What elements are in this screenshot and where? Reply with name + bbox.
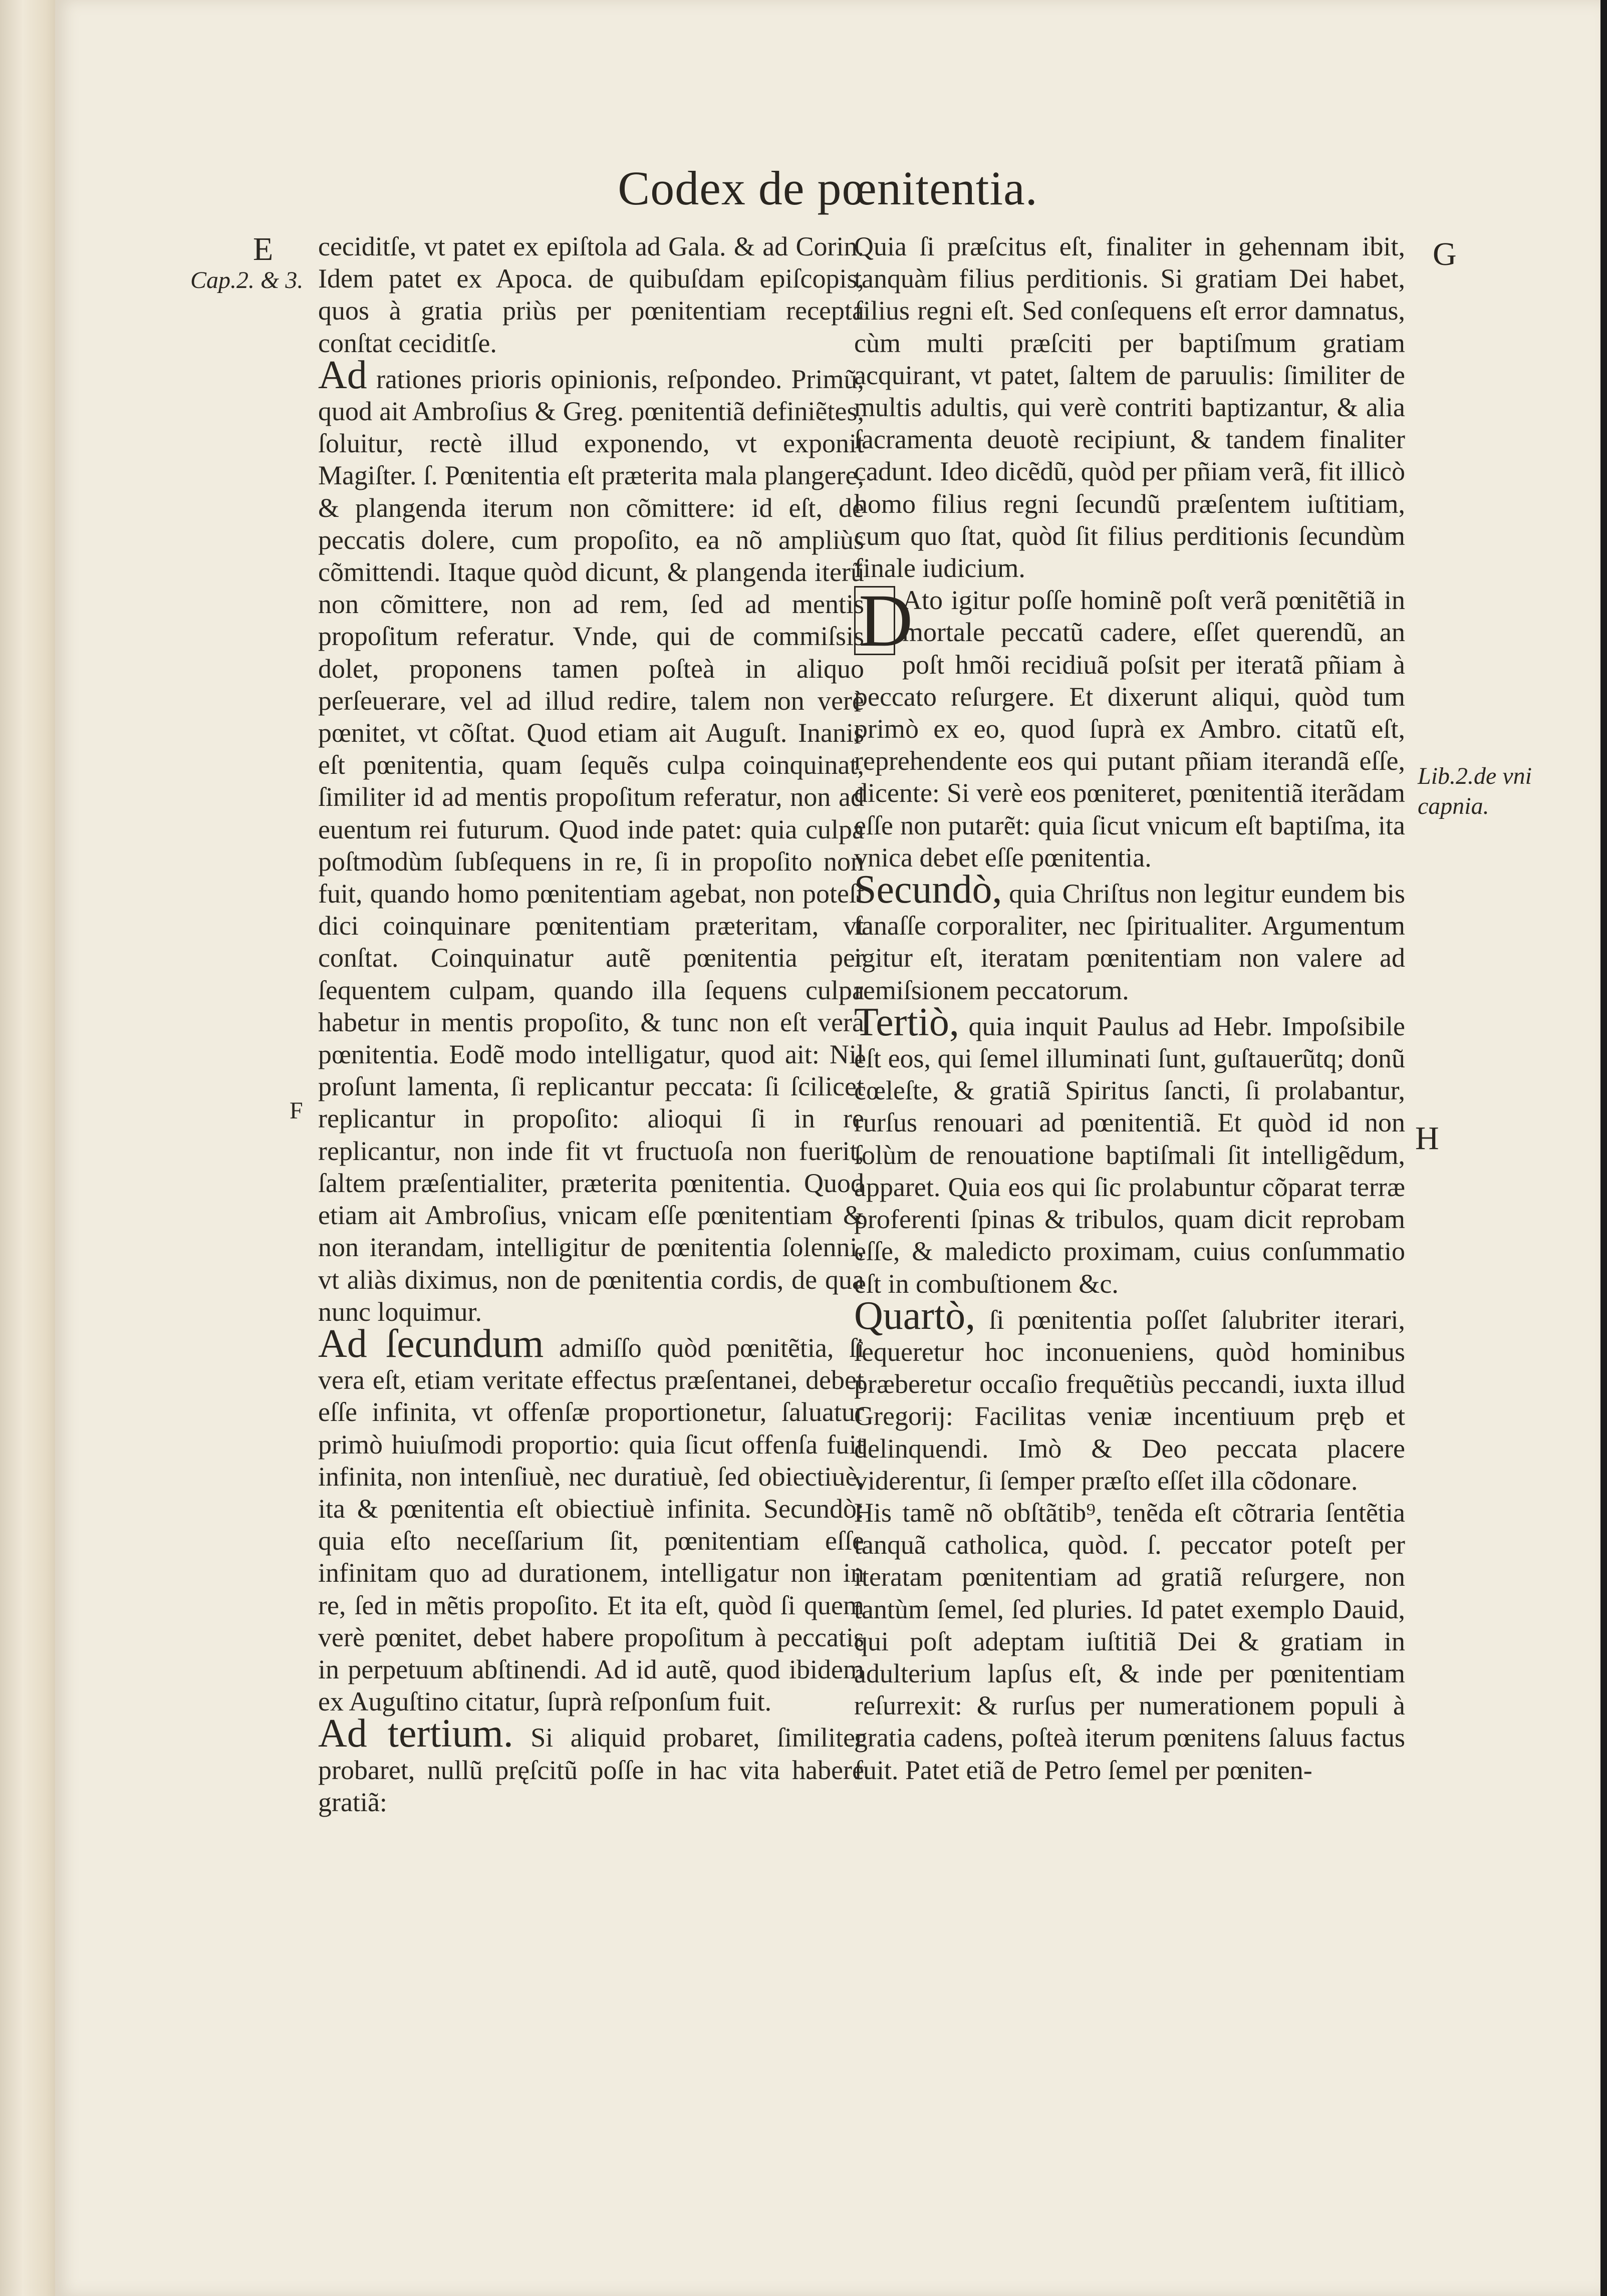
drop-cap: D [854, 586, 895, 655]
right-paragraph-2: D Ato igitur poſſe hominẽ poſt verã pœnitẽtiã in mortale peccatũ cadere, eſſet querendũ, an poſt hmõi recidiuã poſsit per iteratã pñiam à peccato reſurgere. Et dixerunt aliqui, quòd tum primò ex eo, quod ſuprà ex Ambro. citatũ eſt, reprehendente eos qui putant pñiam iterandã eſſe, dicente: Si verè eos pœniteret, pœnitentiã iterãdam eſſe non putarẽt: quia ſicut vnicum eſt baptiſma, ita vnica debet eſſe pœnitentia. [854, 579, 1405, 873]
margin-letter-g: G [1433, 236, 1457, 272]
right-column [854, 230, 1405, 1786]
left-paragraph-2-lead: Ad [318, 353, 367, 397]
right-paragraph-5-lead: Quartò, [854, 1293, 976, 1338]
book-page [55, 0, 1600, 2296]
right-paragraph-5: Quartò, ſi pœnitentia poſſet ſalubriter iterari, ſequeretur hoc inconueniens, quòd hominibus præberetur occaſio frequẽtiùs peccandi, iuxta illud Gregorij: Facilitas veniæ incentiuum pręb et delinquendi. Imò & Deo peccata placere viderentur, ſi ſemper præſto eſſet illa cõdonare. [854, 1293, 1406, 1496]
right-paragraph-3: Secundò, quia Chriſtus non legitur eundem bis ſanaſſe corporaliter, nec ſpiritualiter. Argumentum igitur eſt, iteratam pœnitentiam non valere ad remiſsionem peccatorum. [854, 868, 1405, 1005]
right-paragraph-3-lead: Secundò, [854, 868, 1002, 912]
right-paragraph-1: Quia ſi præſcitus eſt, finaliter in gehennam ibit, tanquàm filius perditionis. Si gratiam Dei habet, filius regni eſt. Sed conſequens eſt error damnatus, cùm multi præſciti per baptiſmum gratiam acquirant, vt patet, ſaltem de paruulis: ſimiliter de multis adultis, qui verè contriti baptizantur, & alia ſacramenta deuotè recipiunt, & tandem finaliter cadunt. Ideo dicẽdũ, quòd per pñiam verã, fit illicò homo filius regni ſecundũ præſentem iuſtitiam, cum quo ſtat, quòd ſit filius perditionis ſecundùm finale iudicium. [854, 231, 1405, 584]
right-paragraph-6: His tamẽ nõ obſtãtib⁹, tenẽda eſt cõtraria ſentẽtia tanquã catholica, quòd. ſ. peccator poteſt per iteratam pœnitentiam ad gratiã reſurgere, non tantùm ſemel, ſed pluries. Id patet exemplo Dauid, qui poſt adeptam iuſtitiã Dei & gratiam in adulterium lapſus eſt, & inde per pœnitentiam reſurrexit: & rurſus per numerationem populi à gratia cadens, poſteà iterum pœnitens ſaluus factus fuit. Patet etiã de Petro ſemel per pœniten- [854, 1497, 1405, 1785]
margin-note-cap: Cap.2. & 3. [190, 267, 304, 294]
left-paragraph-1: ceciditſe, vt patet ex epiſtola ad Gala. & ad Corin. Idem patet ex Apoca. de quibuſdam epiſcopis, quos à gratia priùs per pœnitentiam recepta conſtat ceciditſe. [318, 231, 864, 358]
left-paragraph-2: Ad rationes prioris opinionis, reſpondeo. Primũ, quod ait Ambroſius & Greg. pœnitentiã definiẽtes, ſoluitur, rectè illud exponendo, vt exponit Magiſter. ſ. Pœnitentia eſt præterita mala plangere, & plangenda iterum non cõmittere: id eſt, de peccatis dolere, cum propoſito, ea nõ ampliùs cõmittendi. Itaque quòd dicunt, & plangenda iterũ non cõmittere, non ad rem, ſed ad mentis propoſitum referatur. Vnde, qui de commiſsis dolet, proponens tamen poſteà in aliquo perſeuerare, vel ad illud redire, talem non verè pœnitet, vt cõſtat. Quod etiam ait Auguſt. Inanis eſt pœnitentia, quam ſequẽs culpa coinquinat, ſimiliter id ad mentis propoſitum referatur, non ad euentum rei futurum. Quod inde patet: quia culpa poſtmodùm ſubſequens in re, ſi in propoſito non fuit, quando homo pœnitentiam agebat, non poteſt dici coinquinare pœnitentiam præteritam, vt conſtat. Coinquinatur autẽ pœnitentia per ſequentem culpam, quando illa ſequens culpa habetur in mentis propoſito, & tunc non eſt vera pœnitentia. Eodẽ modo intelligatur, quod ait: Nil proſunt lamenta, ſi replicantur peccata: ſi ſcilicet replicantur in propoſito: alioqui ſi in re replicantur, non inde fit vt fructuoſa non fuerit, ſaltem præſentialiter, præterita pœnitentia. Quod etiam ait Ambroſius, vnicam eſſe pœnitentiam & non iterandam, intelligitur de pœnitentia ſolenni, vt aliàs diximus, non de pœnitentia cordis, de qua nunc loquimur. [318, 353, 865, 1327]
left-paragraph-4: Ad tertium. Si aliquid probaret, ſimiliter probaret, nullũ pręſcitũ poſſe in hac vita habere gratiã: [318, 1711, 865, 1817]
margin-note-lib: Lib.2.de vni capnia. [1418, 763, 1532, 819]
left-paragraph-3: Ad ſecundum admiſſo quòd pœnitẽtia, ſi vera eſt, etiam veritate effectus præſentanei, debet eſſe infinita, vt offenſæ proportionetur, ſaluatur primò huiuſmodi proportio: quia ſicut offenſa fuit infinita, non intenſiuè, nec duratiuè, ſed obiectiuè, ita & pœnitentia eſt obiectiuè infinita. Secundò: quia eſto neceſſarium ſit, pœnitentiam eſſe infinitam quo ad durationem, intelligatur non in re, ſed in mẽtis propoſito. Et ita eſt, quòd ſi quem verè pœnitet, debet habere propoſitum à peccatis in perpetuum abſtinendi. Ad id autẽ, quod ibidem ex Auguſtino citatur, ſuprà reſponſum fuit. [318, 1321, 864, 1717]
left-column [318, 230, 864, 1818]
left-paragraph-4-lead: Ad tertium. [318, 1711, 513, 1756]
right-paragraph-4: Tertiò, quia inquit Paulus ad Hebr. Impoſsibile eſt eos, qui ſemel illuminati ſunt, guſtauerũtq; donũ cœleſte, & gratiã Spiritus ſancti, ſi prolabantur, rurſus renouari ad pœnitentiã. Et quòd id non ſolùm de renouatione baptiſmali ſit intelligẽdum, apparet. Quia eos qui ſic prolabuntur cõparat terræ proferenti ſpinas & tribulos, quam dicit reprobam eſſe, & maledicto proximam, cuius conſummatio eſt in combuſtionem &c. [854, 1000, 1406, 1299]
margin-letter-e: E [253, 231, 274, 267]
left-paragraph-3-lead: Ad ſecundum [318, 1321, 544, 1366]
margin-letter-h: H [1415, 1120, 1439, 1157]
running-head: Codex de pœnitentia. [618, 161, 1038, 215]
margin-letter-f: F [290, 1097, 303, 1124]
right-paragraph-4-lead: Tertiò, [854, 1000, 959, 1044]
